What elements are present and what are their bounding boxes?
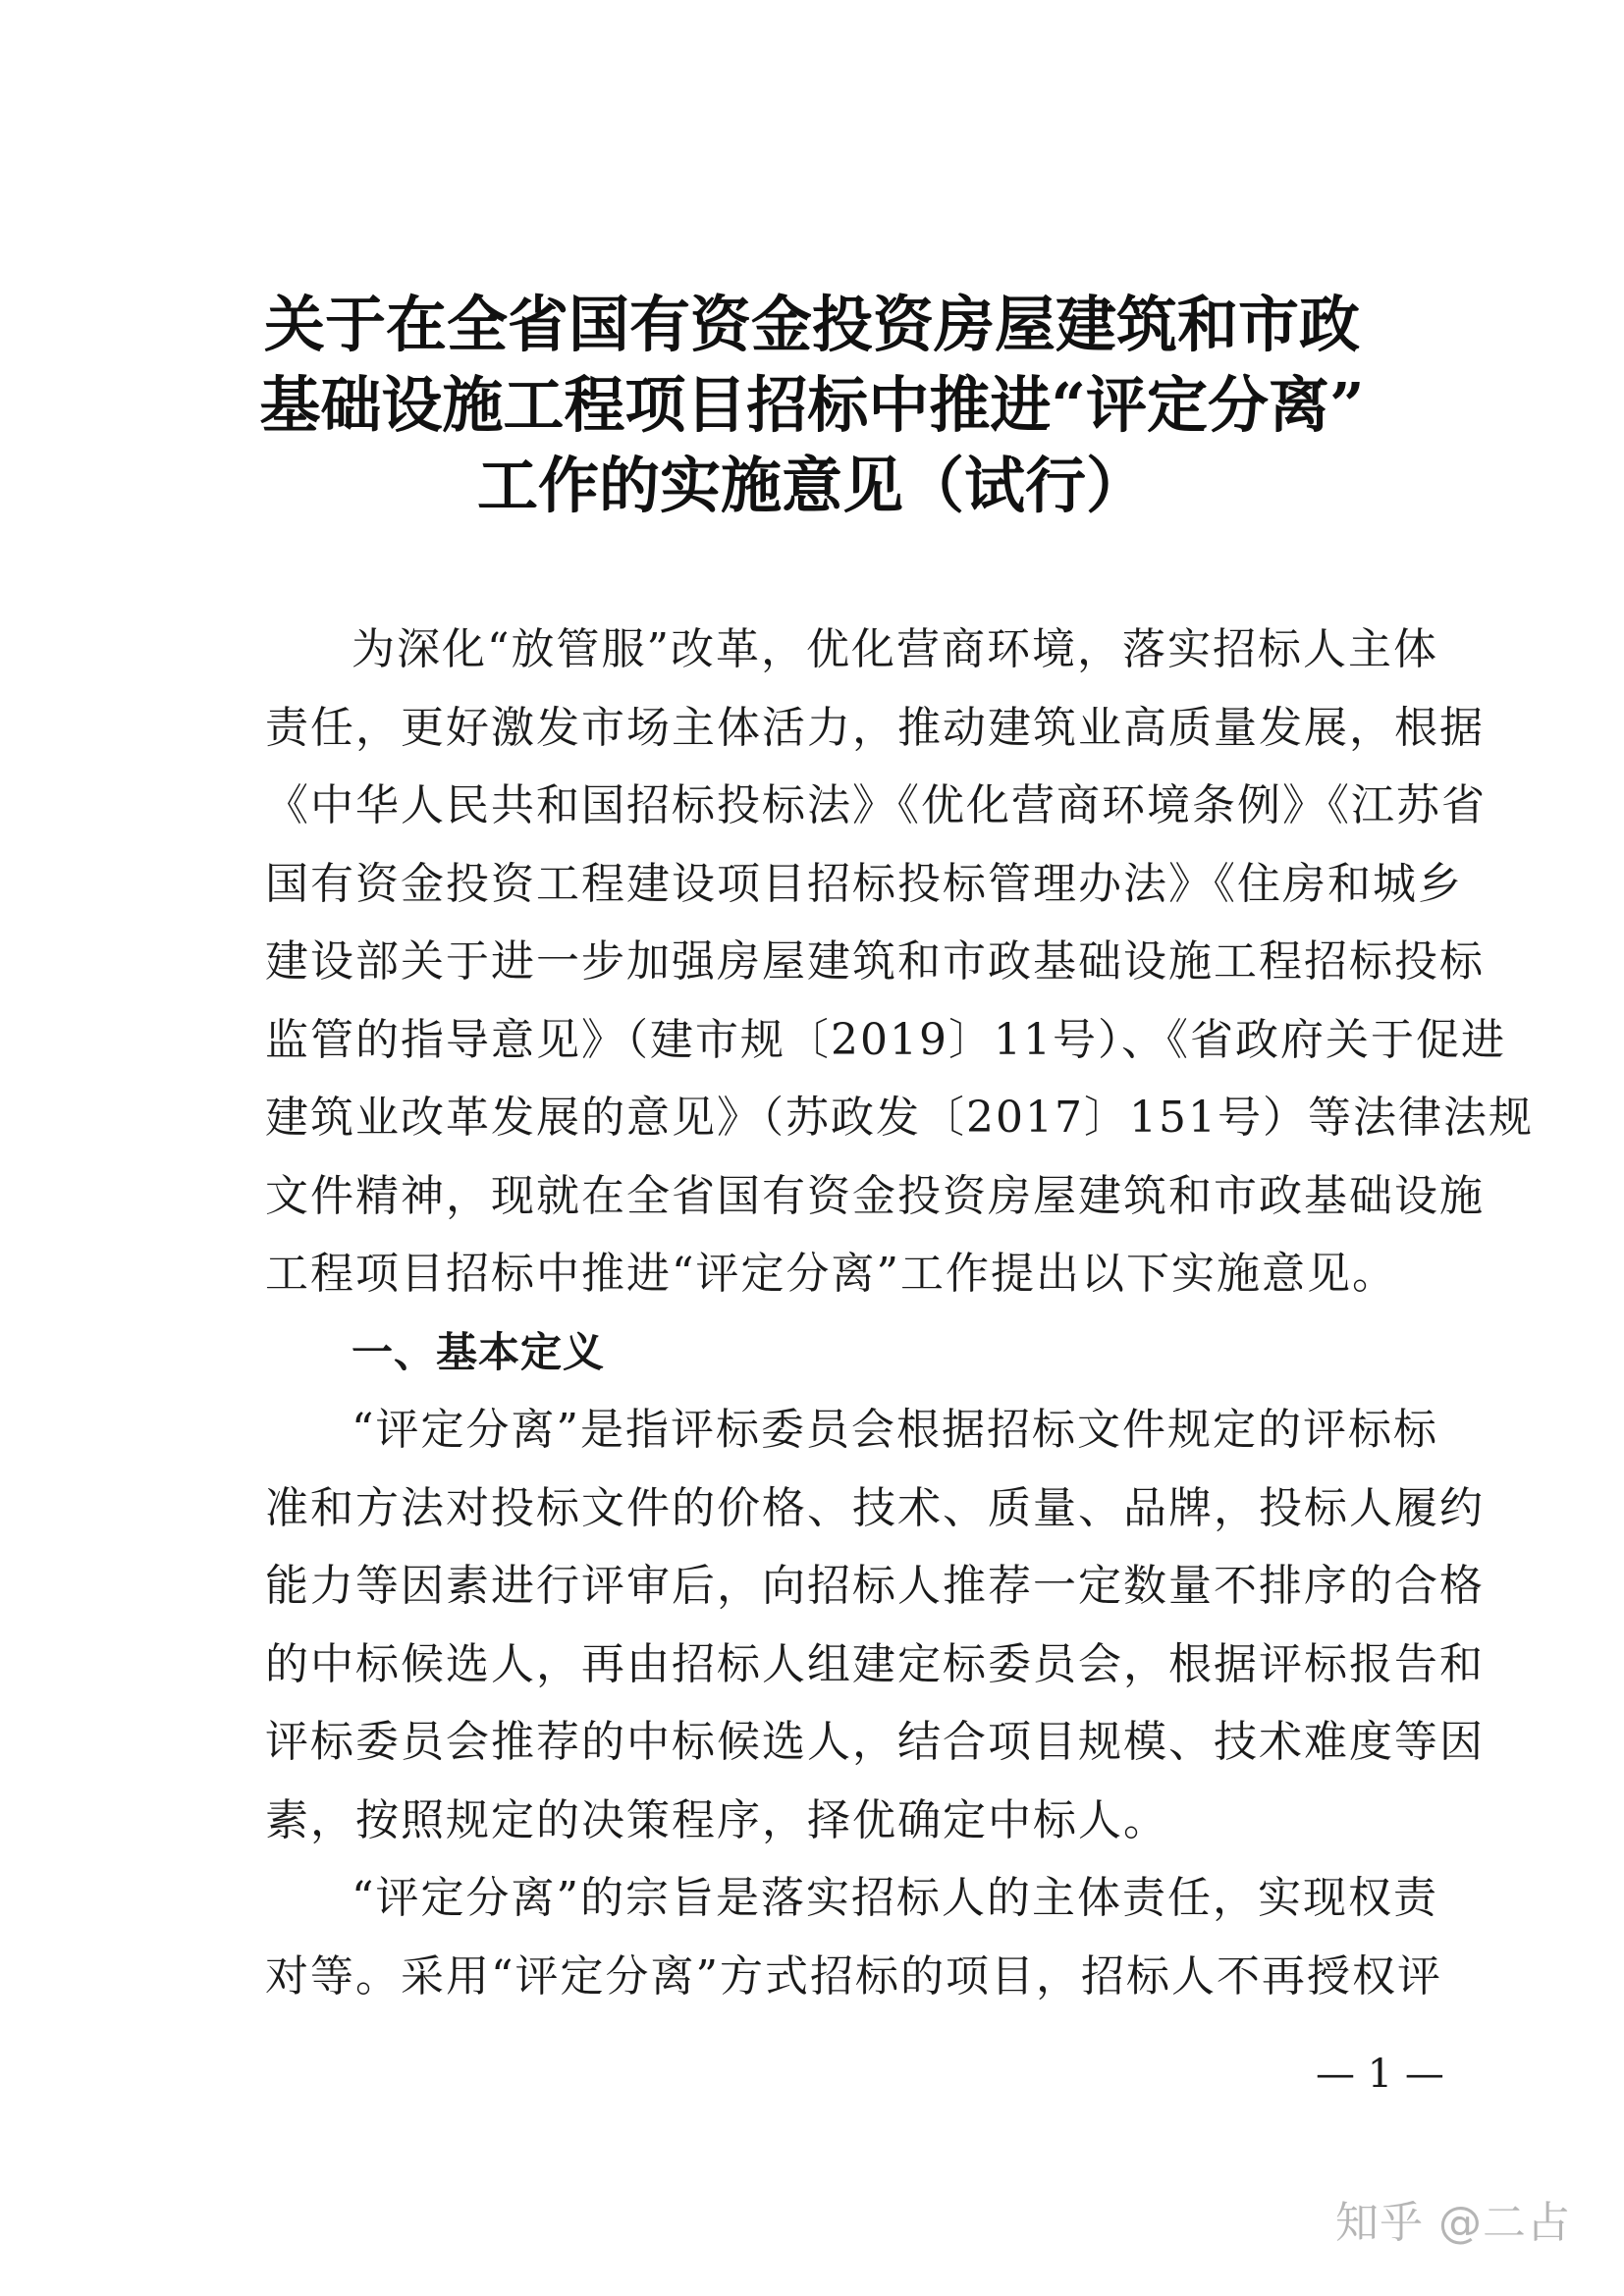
body-line: 文件精神，现就在全省国有资金投资房屋建筑和市政基础设施: [265, 1170, 1485, 1221]
body-line: 国有资金投资工程建设项目招标投标管理办法》《住房和城乡: [265, 858, 1463, 909]
body-line: 责任，更好激发市场主体活力，推动建筑业高质量发展，根据: [265, 702, 1485, 753]
body-line: 监管的指导意见》（建市规〔2019〕11号）、《省政府关于促进: [265, 1014, 1506, 1065]
title-line: 工作的实施意见（试行）: [476, 450, 1147, 521]
document-title: [196, 285, 1428, 526]
section-heading: 一、基本定义: [352, 1327, 606, 1376]
watermark: 知乎 @二占: [1335, 2198, 1571, 2248]
body-line: 能力等因素进行评审后，向招标人推荐一定数量不排序的合格: [265, 1561, 1485, 1611]
document-body: [265, 611, 1534, 2015]
body-line: 《中华人民共和国招标投标法》《优化营商环境条例》《江苏省: [265, 780, 1487, 830]
body-line: 素，按照规定的决策程序，择优确定中标人。: [265, 1794, 1168, 1845]
body-line: 工程项目招标中推进“评定分离”工作提出以下实施意见。: [265, 1249, 1397, 1299]
body-line: 建筑业改革发展的意见》（苏政发〔2017〕151号）等法律法规: [265, 1093, 1534, 1143]
title-line: 关于在全省国有资金投资房屋建筑和市政: [263, 289, 1360, 360]
body-line: “评定分离”是指评标委员会根据招标文件规定的评标标: [352, 1405, 1438, 1455]
page-number: — 1 —: [1316, 2052, 1444, 2097]
title-line: 基础设施工程项目招标中推进“评定分离”: [259, 369, 1365, 441]
body-line: 建设部关于进一步加强房屋建筑和市政基础设施工程招标投标: [265, 936, 1485, 987]
body-line: 为深化“放管服”改革，优化营商环境，落实招标人主体: [352, 624, 1438, 674]
body-line: 的中标候选人，再由招标人组建定标委员会，根据评标报告和: [265, 1638, 1485, 1689]
body-line: 准和方法对投标文件的价格、技术、质量、品牌，投标人履约: [265, 1482, 1485, 1533]
body-line: 对等。采用“评定分离”方式招标的项目，招标人不再授权评: [265, 1950, 1442, 2002]
body-line: 评标委员会推荐的中标候选人，结合项目规模、技术难度等因: [265, 1717, 1485, 1767]
body-line: “评定分离”的宗旨是落实招标人的主体责任，实现权责: [352, 1873, 1438, 1923]
